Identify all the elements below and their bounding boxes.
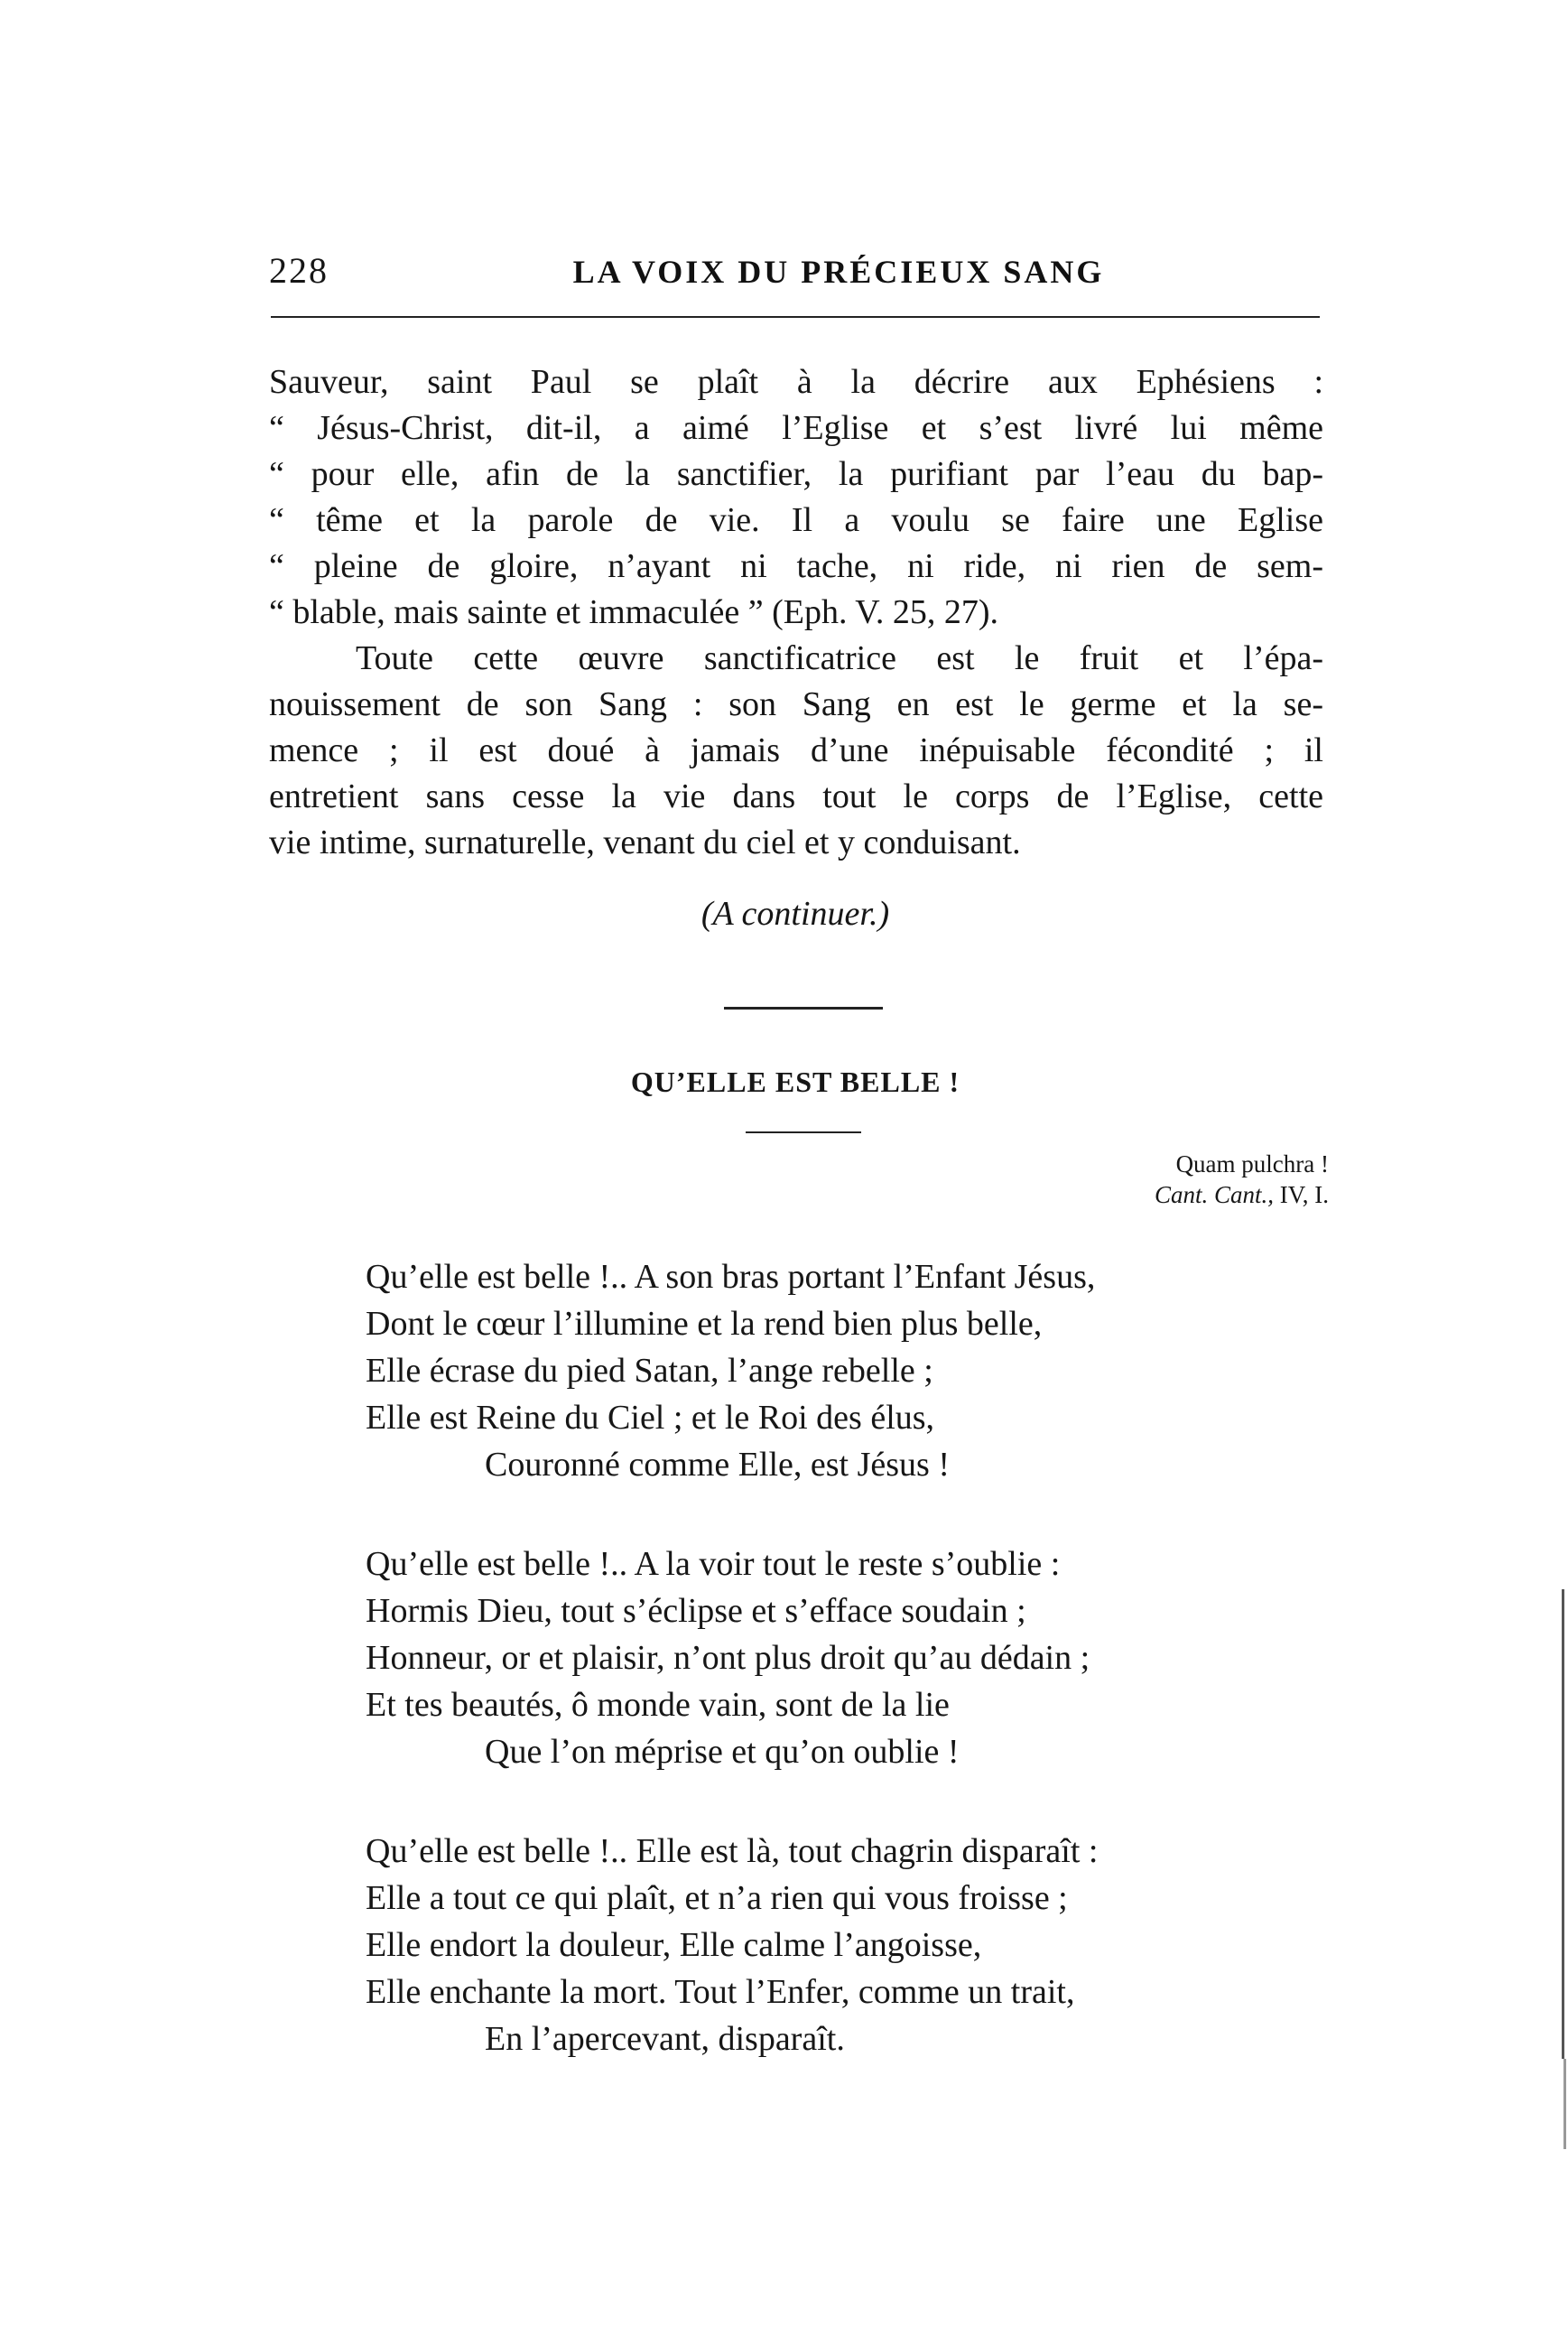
refrain-line: Que l’on méprise et qu’on oublie ! (485, 1733, 960, 1771)
epigraph-reference-line (812, 1179, 1329, 1210)
epigraph-reference-number: IV, I. (1279, 1181, 1329, 1208)
verse-line: Elle est Reine du Ciel ; et le Roi des élus, (366, 1399, 935, 1437)
verse-line: Elle enchante la mort. Tout l’Enfer, comme un trait, (366, 1973, 1075, 2011)
epigraph-reference: Cant. Cant., (1154, 1181, 1274, 1208)
stanza (366, 1253, 1322, 1488)
verse-line: Et tes beautés, ô monde vain, sont de la lie (366, 1686, 950, 1724)
poem-title: QU’ELLE EST BELLE ! (630, 1066, 960, 1098)
title-underline (746, 1131, 861, 1133)
text-line: mence ; il est doué à jamais d’une inépuisable fécondité ; il (269, 731, 1323, 769)
text-line: entretient sans cesse la vie dans tout le corps de l’Eglise, cette (269, 777, 1323, 815)
scan-edge-mark (1563, 2059, 1566, 2149)
text-line: “ Jésus-Christ, dit-il, a aimé l’Eglise et s’est livré lui même (269, 409, 1323, 447)
header-rule (271, 316, 1320, 318)
verse-line: Honneur, or et plaisir, n’ont plus droit qu’au dédain ; (366, 1639, 1090, 1677)
paragraph-ephesians (269, 359, 1323, 636)
verse-line: Qu’elle est belle !.. A son bras portant l’Enfant Jésus, (366, 1258, 1096, 1296)
text-line: “ pleine de gloire, n’ayant ni tache, ni ride, ni rien de sem- (269, 547, 1323, 585)
text-line: vie intime, surnaturelle, venant du ciel et y conduisant. (269, 824, 1021, 861)
refrain-line: Couronné comme Elle, est Jésus ! (485, 1446, 951, 1484)
text-line: Sauveur, saint Paul se plaît à la décrire aux Ephésiens : (269, 363, 1323, 401)
verse-line: Dont le cœur l’illumine et la rend bien plus belle, (366, 1305, 1043, 1343)
stanza (366, 1828, 1322, 2062)
epigraph (812, 1149, 1329, 1210)
text-line: “ blable, mais sainte et immaculée ” (Eph. V. 25, 27). (269, 593, 998, 631)
verse-line: Qu’elle est belle !.. A la voir tout le reste s’oublie : (366, 1545, 1061, 1583)
section-separator (724, 1007, 883, 1010)
text-line: nouissement de son Sang : son Sang en est le germe et la se- (269, 685, 1323, 723)
paragraph-sanctification (269, 636, 1323, 866)
stanza (366, 1540, 1322, 1775)
verse-line: Hormis Dieu, tout s’éclipse et s’efface soudain ; (366, 1592, 1026, 1630)
running-header (269, 246, 1318, 296)
page-number: 228 (269, 250, 329, 291)
verse-line: Elle a tout ce qui plaît, et n’a rien qui vous froisse ; (366, 1879, 1068, 1917)
text-line: Toute cette œuvre sanctificatrice est le fruit et l’épa- (356, 639, 1323, 677)
refrain-line: En l’apercevant, disparaît. (485, 2020, 845, 2058)
text-line: “ tême et la parole de vie. Il a voulu se faire une Eglise (269, 501, 1323, 539)
scan-edge-mark (1562, 1589, 1564, 2059)
poem-body (366, 1253, 1322, 2115)
prose-body (269, 359, 1323, 866)
epigraph-text: Quam pulchra ! (1175, 1150, 1329, 1177)
running-title: LA VOIX DU PRÉCIEUX SANG (572, 254, 1105, 290)
verse-line: Qu’elle est belle !.. Elle est là, tout chagrin disparaît : (366, 1832, 1099, 1870)
text-line: “ pour elle, afin de la sanctifier, la purifiant par l’eau du bap- (269, 455, 1323, 493)
verse-line: Elle endort la douleur, Elle calme l’angoisse, (366, 1926, 982, 1964)
continuation-note: (A continuer.) (700, 895, 890, 933)
verse-line: Elle écrase du pied Satan, l’ange rebelle ; (366, 1352, 933, 1390)
